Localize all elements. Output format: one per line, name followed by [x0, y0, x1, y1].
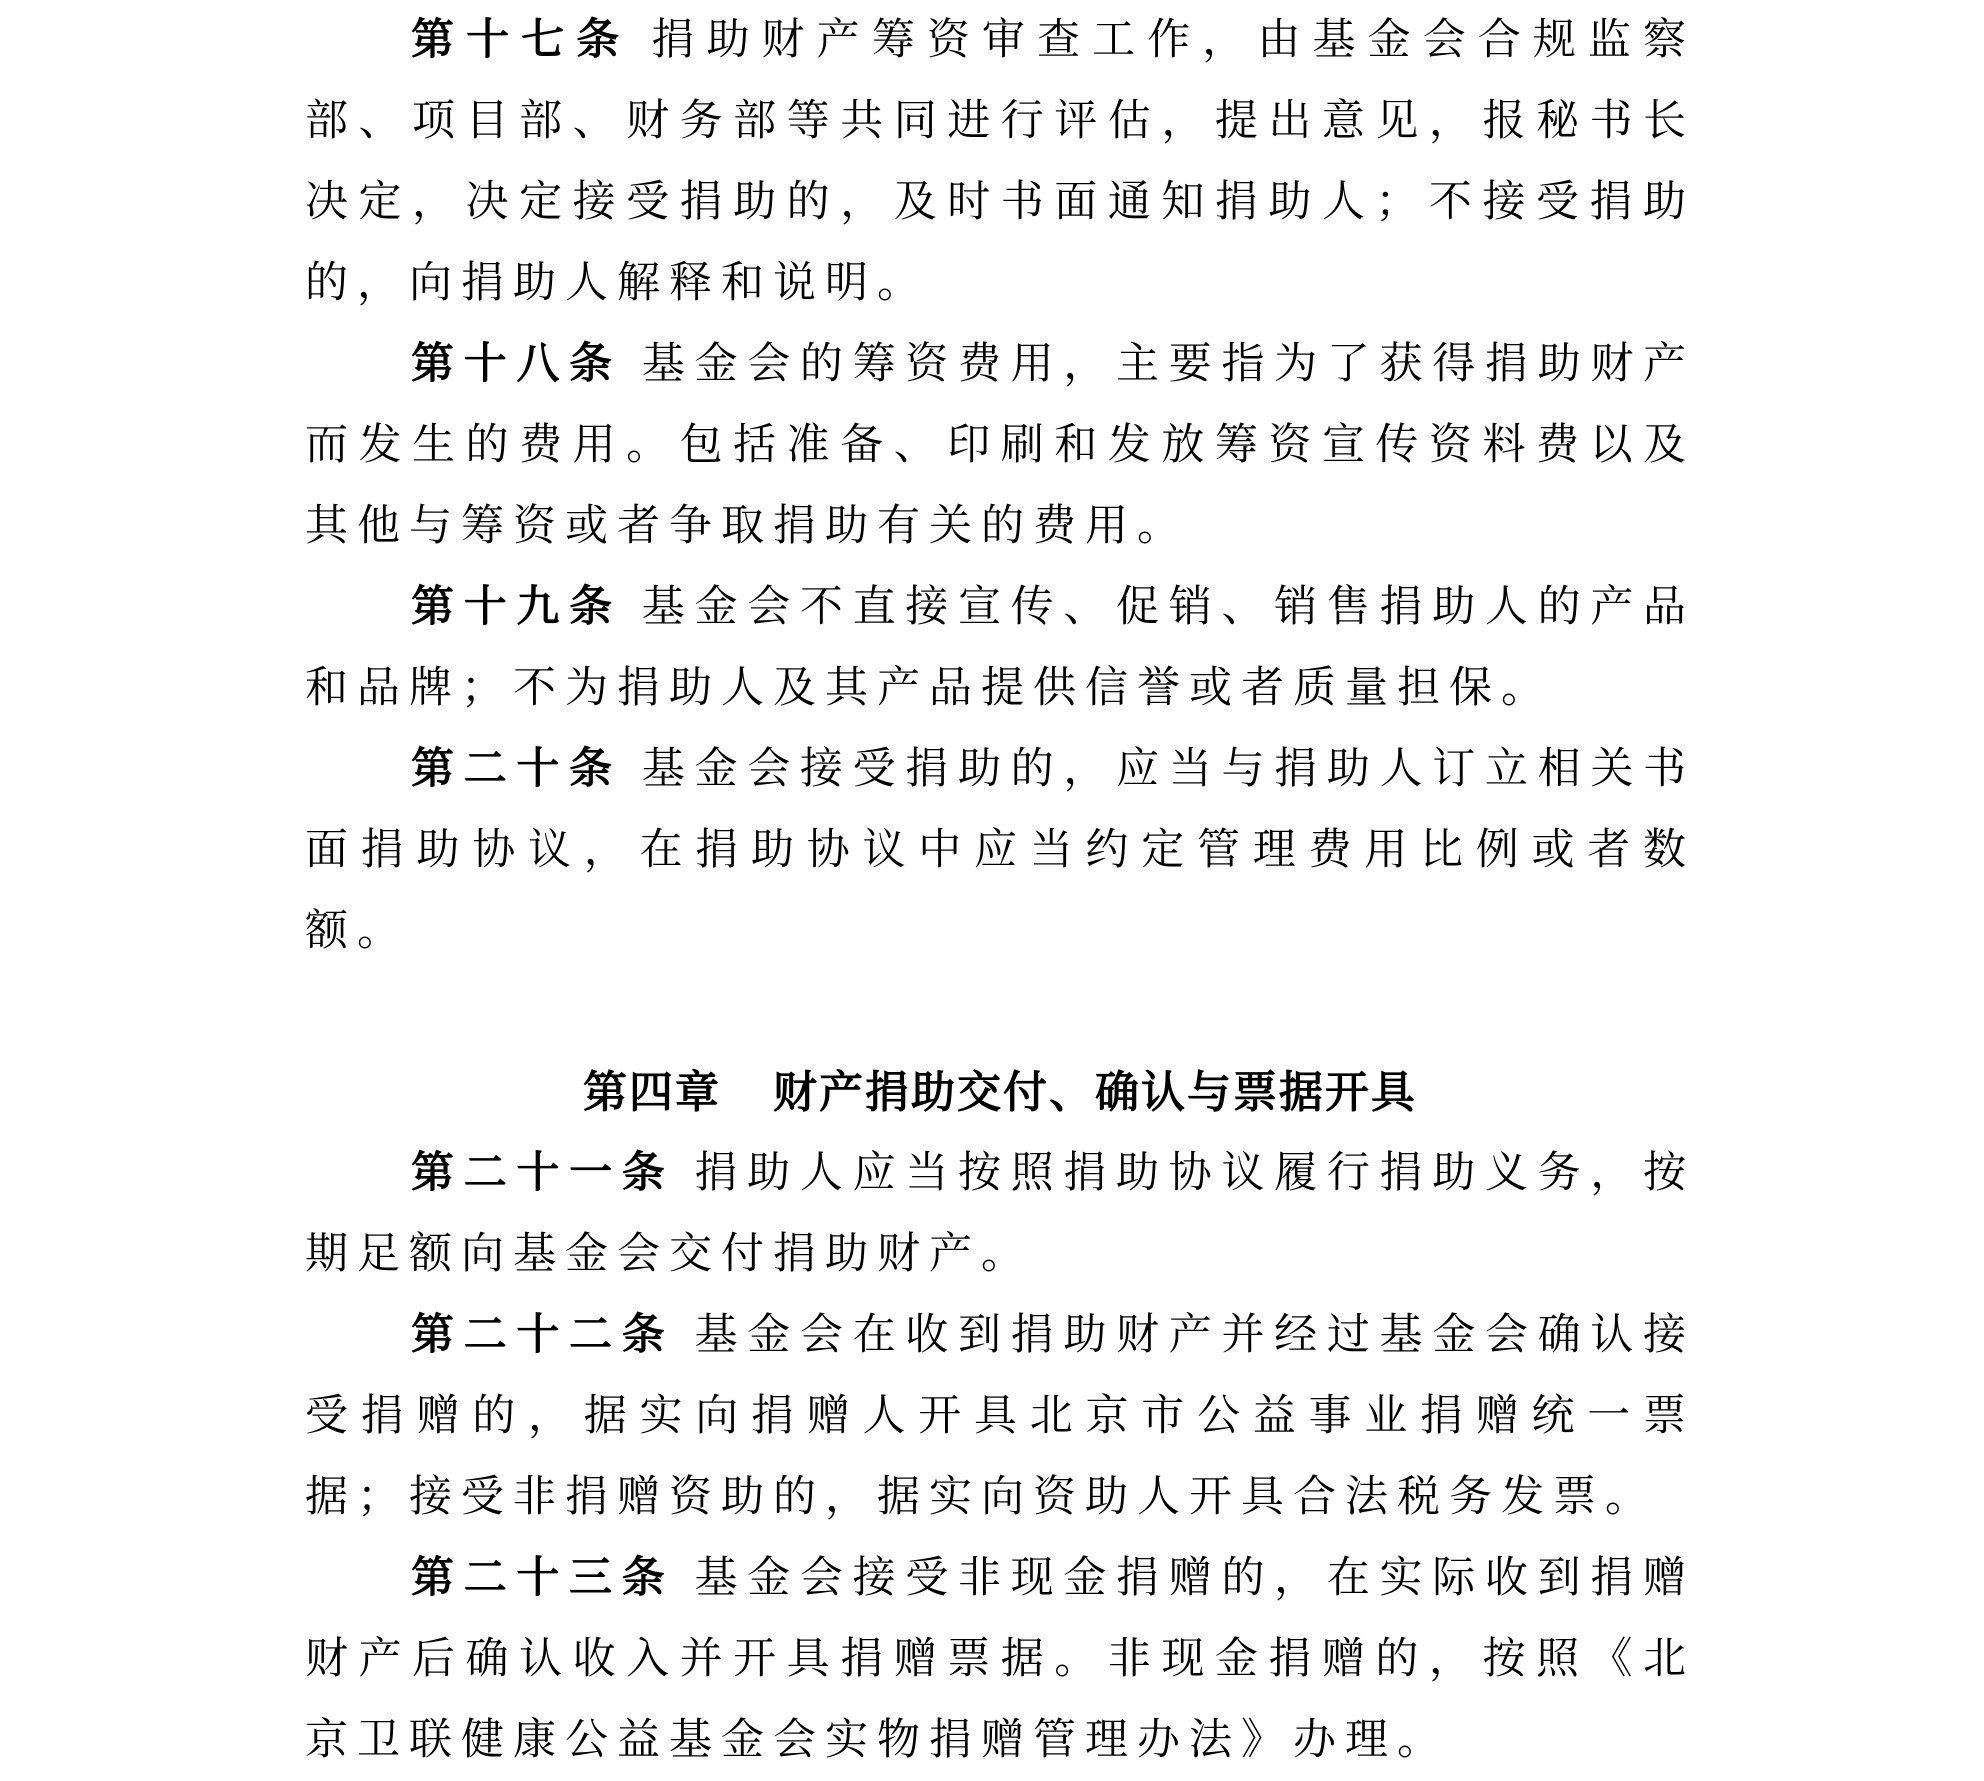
article-17	[305, 0, 1695, 324]
chapter-number: 第四章	[583, 1067, 721, 1118]
article-number: 第二十三条	[411, 1553, 675, 1603]
article-text: 捐助财产筹资审查工作，由基金会合规监察部、项目部、财务部等共同进行评估，提出意见，报秘书长决定，决定接受捐助的，及时书面通知捐助人；不接受捐助的，向捐助人解释和说明。	[305, 15, 1696, 308]
article-text: 基金会在收到捐助财产并经过基金会确认接受捐赠的，据实向捐赠人开具北京市公益事业捐赠统一票据；接受非捐赠资助的，据实向资助人开具合法税务发票。	[305, 1310, 1696, 1522]
article-20	[305, 729, 1695, 972]
article-number: 第十九条	[411, 582, 622, 632]
article-text: 基金会的筹资费用，主要指为了获得捐助财产而发生的费用。包括准备、印刷和发放筹资宣传资料费以及其他与筹资或者争取捐助有关的费用。	[305, 339, 1696, 551]
document-page	[305, 0, 1695, 1781]
article-text: 基金会不直接宣传、促销、销售捐助人的产品和品牌；不为捐助人及其产品提供信誉或者质量担保。	[305, 582, 1696, 713]
article-text: 基金会接受非现金捐赠的，在实际收到捐赠财产后确认收入并开具捐赠票据。非现金捐赠的，按照《北京卫联健康公益基金会实物捐赠管理办法》办理。	[305, 1553, 1696, 1765]
article-number: 第十八条	[411, 339, 622, 389]
article-number: 第十七条	[411, 15, 632, 65]
article-18	[305, 324, 1695, 567]
article-21	[305, 1133, 1695, 1295]
article-19	[305, 567, 1695, 729]
article-text: 捐助人应当按照捐助协议履行捐助义务，按期足额向基金会交付捐助财产。	[305, 1148, 1696, 1279]
article-number: 第二十一条	[411, 1148, 675, 1198]
chapter-title: 财产捐助交付、确认与票据开具	[773, 1067, 1417, 1118]
article-22	[305, 1295, 1695, 1538]
article-number: 第二十二条	[411, 1310, 675, 1360]
article-text: 基金会接受捐助的，应当与捐助人订立相关书面捐助协议，在捐助协议中应当约定管理费用比例或者数额。	[305, 744, 1696, 956]
article-23	[305, 1538, 1695, 1781]
chapter-heading	[305, 1052, 1695, 1133]
article-number: 第二十条	[411, 744, 622, 794]
